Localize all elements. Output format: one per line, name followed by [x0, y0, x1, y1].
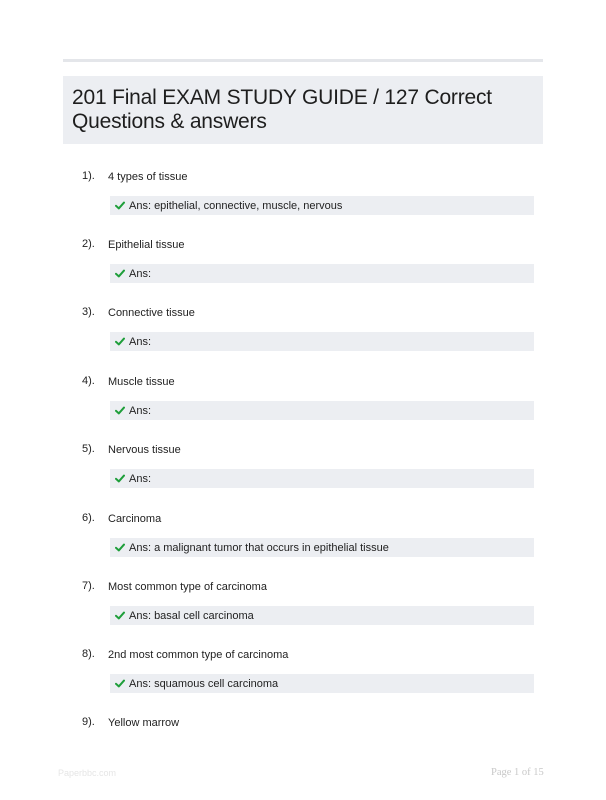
answer-text: Ans: basal cell carcinoma [129, 609, 254, 622]
question-text: 2nd most common type of carcinoma [108, 649, 289, 661]
answer-text: Ans: [129, 472, 152, 485]
question-text: Most common type of carcinoma [108, 581, 267, 593]
answer-box [110, 401, 534, 420]
question-number: 9). [82, 716, 95, 728]
question-item [0, 648, 606, 708]
question-text: Epithelial tissue [108, 239, 185, 251]
check-icon [115, 679, 125, 688]
question-item [0, 238, 606, 298]
question-item [0, 170, 606, 230]
question-number: 3). [82, 306, 95, 318]
question-number: 5). [82, 443, 95, 455]
question-text: Connective tissue [108, 307, 195, 319]
question-item [0, 306, 606, 366]
question-text: Yellow marrow [108, 717, 180, 729]
answer-text: Ans: [129, 267, 152, 280]
question-text: Carcinoma [108, 513, 162, 525]
question-text: 4 types of tissue [108, 171, 188, 183]
page-number: Page 1 of 15 [491, 767, 544, 778]
question-number: 6). [82, 512, 95, 524]
answer-text: Ans: a malignant tumor that occurs in epithelial tissue [129, 541, 389, 554]
answer-text: Ans: epithelial, connective, muscle, nervous [129, 199, 343, 212]
answer-box [110, 264, 534, 283]
check-icon [115, 543, 125, 552]
question-item [0, 580, 606, 640]
answer-box [110, 196, 534, 215]
check-icon [115, 269, 125, 278]
answer-box [110, 674, 534, 693]
question-number: 1). [82, 170, 95, 182]
answer-text: Ans: [129, 404, 152, 417]
question-number: 7). [82, 580, 95, 592]
title-banner [63, 76, 543, 144]
question-number: 4). [82, 375, 95, 387]
check-icon [115, 337, 125, 346]
answer-text: Ans: [129, 335, 152, 348]
answer-box [110, 606, 534, 625]
question-item [0, 512, 606, 572]
check-icon [115, 201, 125, 210]
question-text: Muscle tissue [108, 376, 175, 388]
answer-box [110, 469, 534, 488]
check-icon [115, 406, 125, 415]
question-number: 8). [82, 648, 95, 660]
answer-text: Ans: squamous cell carcinoma [129, 677, 279, 690]
answer-box [110, 332, 534, 351]
question-text: Nervous tissue [108, 444, 181, 456]
check-icon [115, 611, 125, 620]
question-item [0, 443, 606, 503]
question-number: 2). [82, 238, 95, 250]
top-divider [63, 59, 543, 62]
question-item [0, 375, 606, 435]
check-icon [115, 474, 125, 483]
document-title: 201 Final EXAM STUDY GUIDE / 127 Correct Questions & answers [72, 86, 492, 133]
answer-box [110, 538, 534, 557]
footer-watermark: Paperbbc.com [58, 768, 117, 778]
